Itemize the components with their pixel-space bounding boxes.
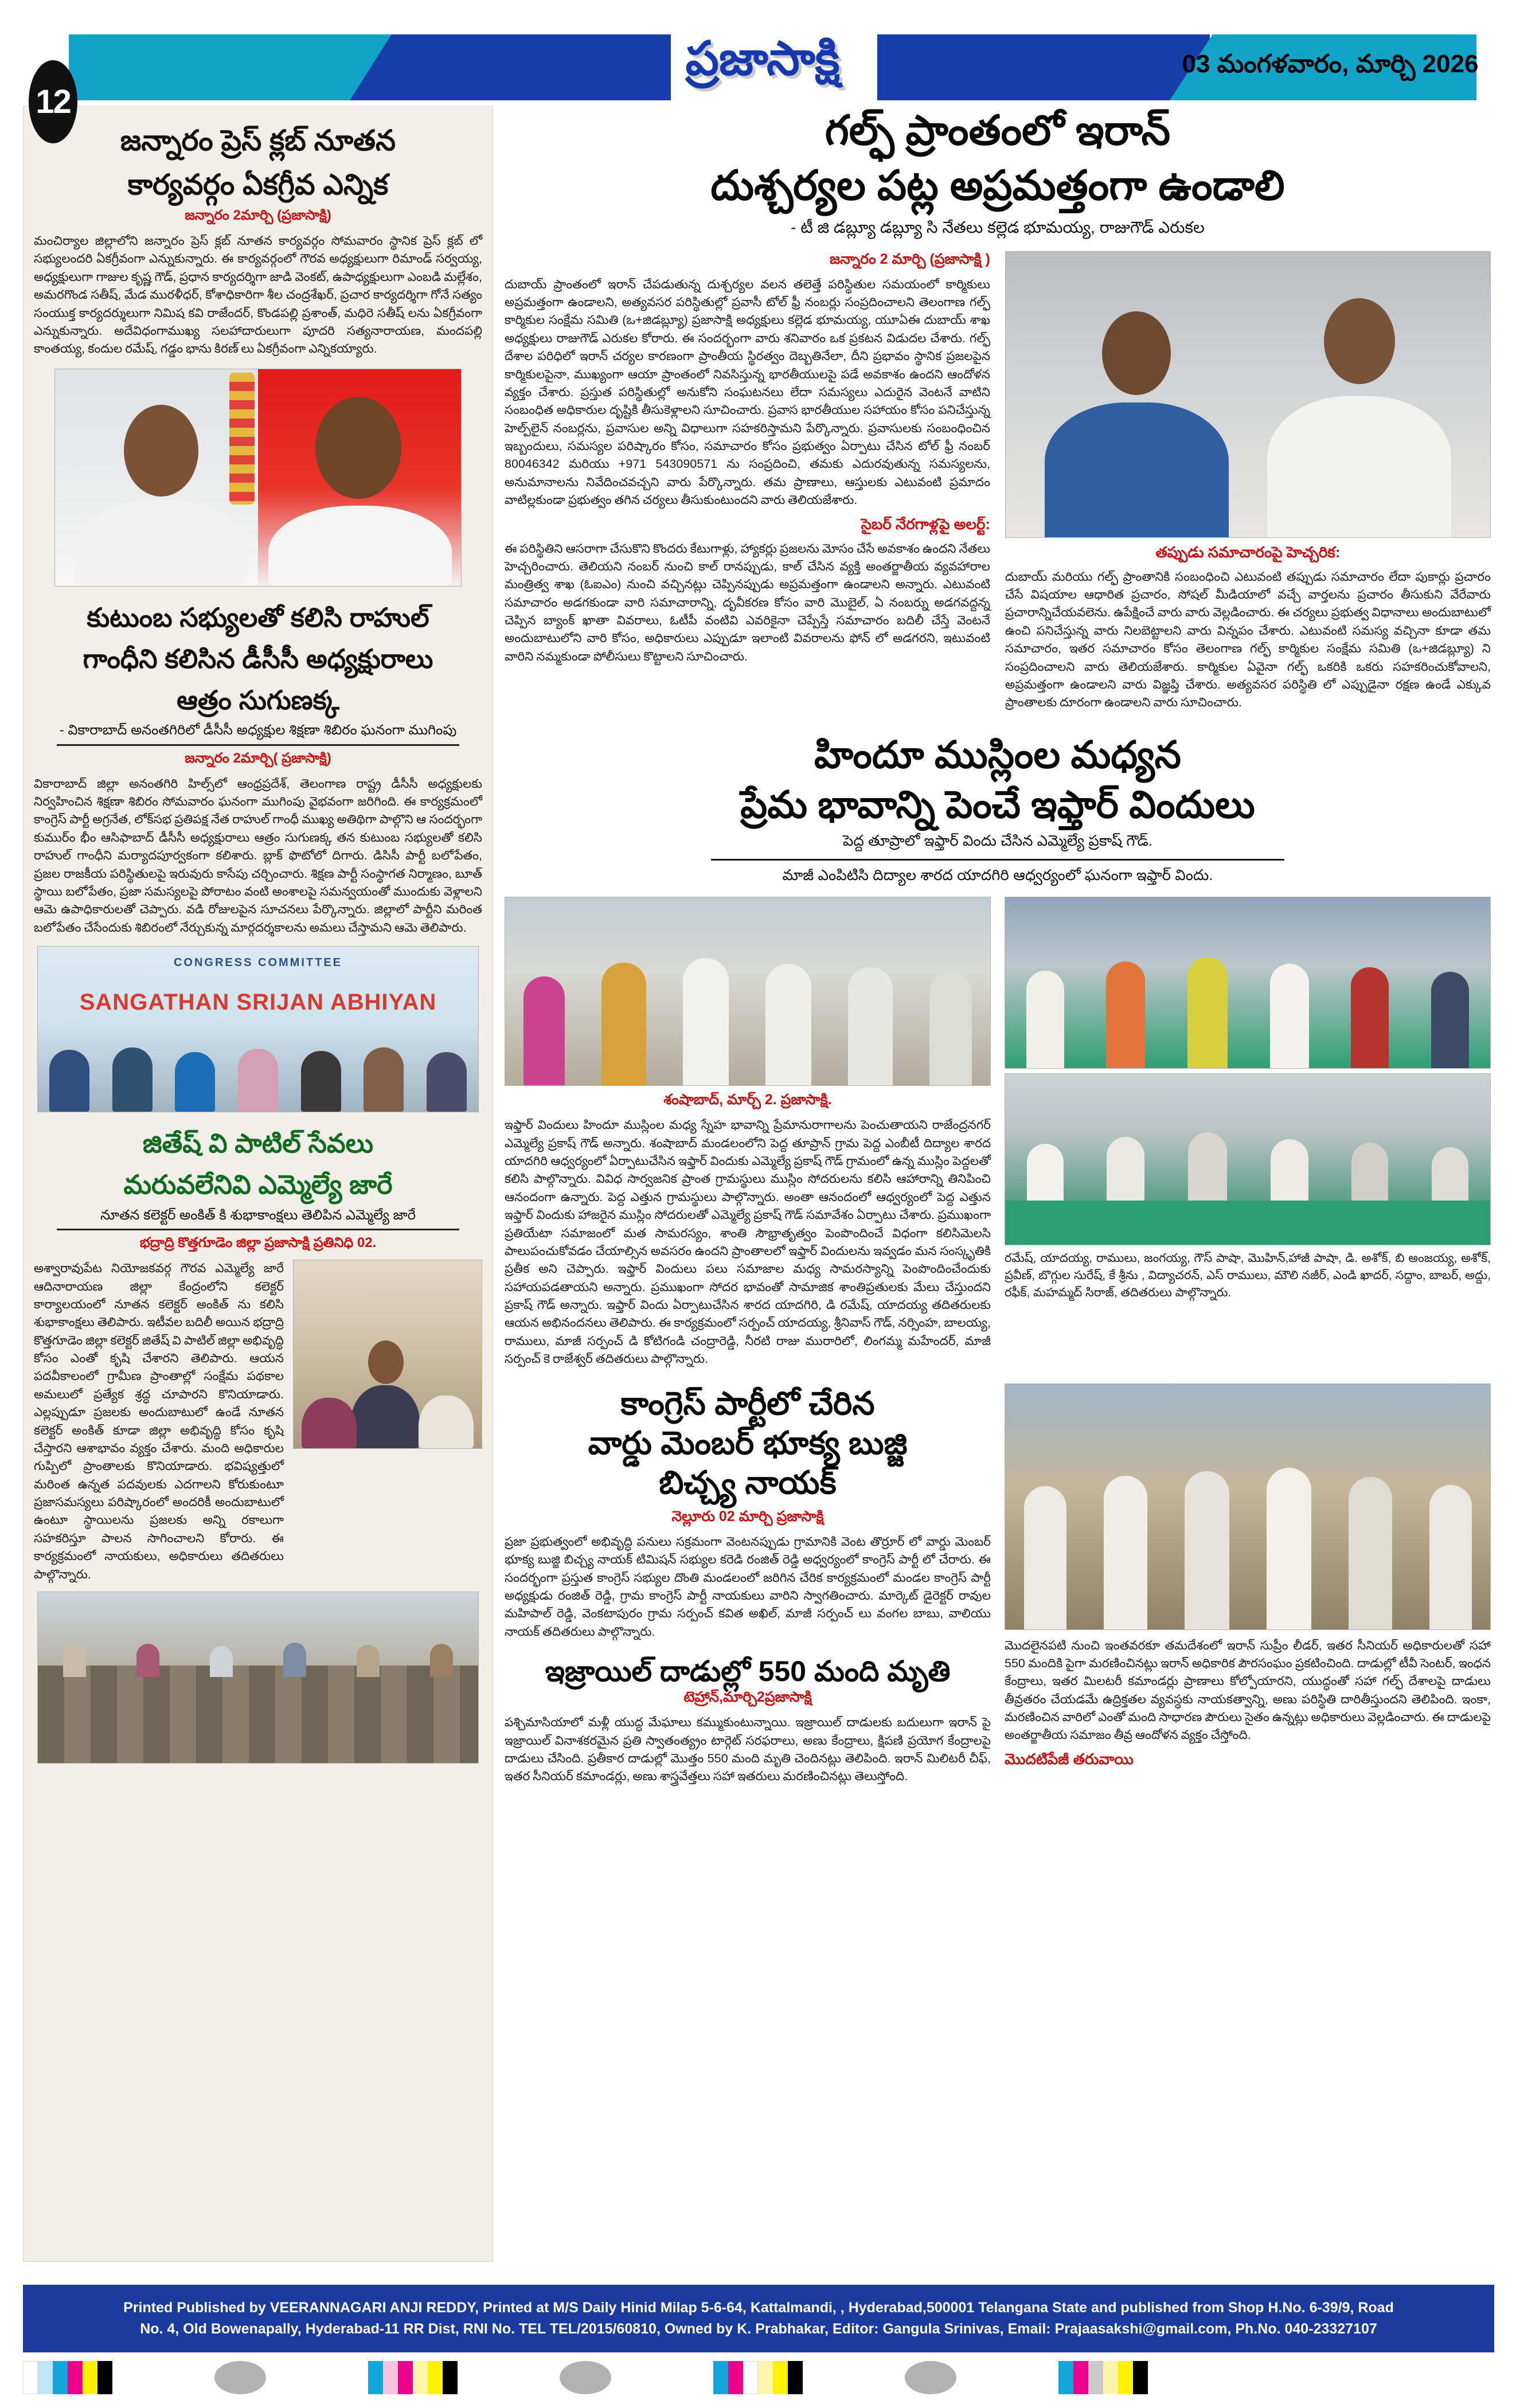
lead-headline-line1: గల్ఫ్ ప్రాంతంలో ఇరాన్ [825, 108, 1171, 154]
left-photo-sangathan-banner [37, 946, 479, 1112]
left-article2-body: వికారాబాద్ జిల్లా అనంతగిరి హిల్స్‌లో ఆంధ్రప్రదేశ్, తెలంగాణ రాష్ట్ర డీసీసీ అధ్యక్షులకు నిర్వహించిన శిక్షణా శిబిరం సోమవారం ఘనంగా ముగింపు వైభవంగా జరిగింది. ఈ కార్యక్రమంలో కాంగ్రెస్ పార్టీ అగ్రనేత, లోక్‌సభ ప్రతిపక్ష నేత రాహుల్ గాంధీ ముఖ్య అతిథిగా పాల్గొని ఆ సందర్భంగా కుముర్ం భీం ఆసిఫాబాద్ డీసీసీ అధ్యక్షురాలు ఆత్రం సుగుణక్క తన కుటుంబ సభ్యులతో కలిసి రాహుల్ గాంధీని మర్యాదపూర్వకంగా కలిశారు. బ్లాక్ ఫొటోలో దిగారు. డిసిసీ పార్టీ బలోపేతం, ప్రజల రాజకీయ పరిస్థితులపై ఇరువురు కాసేపు చర్చించారు. శిక్షణ పార్టీ సంస్థాగత నిర్మాణం, బూత్ స్థాయి బలోపేతం, ప్రజా సమస్యలపై పోరాటం వంటి అంశాలపై సమన్వయంతో ముందుకు వెళ్లాలని ఆమె ఉపాధికారులతో చెప్పారు. వడి రోజులపైన సూచనలు పేర్కొన్నారు. జిల్లాలో పార్టీని మరింత బలోపేతం చేసేందుకు శిబిరంలో నేర్చుకున్న మార్గదర్శకాలను అమలు చేస్తామని ఆమె తెలిపారు. [34, 776, 482, 935]
masthead [0, 33, 1516, 120]
page-number-badge: 12 [29, 60, 77, 143]
congress-headline-line2: వార్డు మెంబర్ భూక్య బుజ్జి [588, 1425, 908, 1461]
photo-iftar-group-1 [1005, 897, 1491, 1069]
left-article1-body: మంచిర్యాల జిల్లాలోని జన్నారం ప్రెస్ క్లబ్ నూతన కార్యవర్గం సోమవారం స్థానిక ప్రెస్ క్లబ్ లో సభ్యులందరి ఏకగ్రీవంగా ఎన్నుకున్నారు. ఈ కార్యవర్గంలో గౌరవ అధ్యక్షులుగా రిమాండ్ సర్వయ్య, అధ్యక్షులుగా గాజుల కృష్ణ గౌడ్, ప్రధాన కార్యదర్శిగా జాడి వెంకట్, ఉపాధ్యక్షులుగా ఎంబడి మల్లేశం, అమరగొండ సతీష్, మేడ మురళీధర్, కోశాధికారిగా శీల చంద్రశేఖర్, ప్రచార కార్యదర్శిగా గోనే సత్యం సంయుక్త కార్యదర్శులుగా నిమిష కవి రాజేందర్, కొండపల్లి ప్రశాంత్, మధిరె సతీష్ లను ఏకగ్రీవంగా ఎన్నుకున్నారు. అదేవిధంగాముఖ్య సలహాదారులుగా పూదరి సత్యనారాయణ, మందపల్లి కాంతయ్య, కందుల రమేష్, గడ్డం భాను కిరణ్ లు ఏకగ్రీవంగా ఎన్నికయ్యారు. [34, 234, 482, 356]
israel-dateline: టెహ్రాన్,మార్చి2ప్రజాసాక్షి [683, 1689, 812, 1706]
misinformation-body: దుబాయ్ మరియు గల్ఫ్ ప్రాంతానికి సంబంధించి ఎటువంటి తప్పుడు సమాచారం లేదా పుకార్లు ప్రచారం చేసే విషయాల ఆధారిత ప్రచారం, సోషల్ మీడియాలో వచ్చే వార్తలను ప్రచారం తీసుకుని వేరేవారు ప్రచారాన్నిచేయవలెను. ఉపేక్షించే వారు వారు వెల్లడించారు. ఈ చర్యలు ప్రభుత్వ విధానాలు అందుబాటులో ఉంచి పనిచేస్తున్న వారు నిలబెట్టాలని వారు విన్నపం చేశారు. ఎటువంటి సమస్య వచ్చినా కూడా తమ సమాచారం, ఇతర సమాచారం కోసం తెలంగాణ గల్ఫ్ కార్మికుల సంక్షేమ సమితి (ఒ+జిడబ్ల్యూ) ని సంప్రదించాలని వారు తెలియజేశారు. కార్మికుల ఏవైనా గల్ఫ్ ఒకరికి ఒకరు సహకరించుకోవాలని, అప్రమత్తంగా ఉండాలని వారు విజ్ఞప్తి చేశారు. అత్యవసర పరిస్థితి లో ఎప్పుడైనా రక్షణ ఉండే ఎక్కువ ప్రాంతాలకు దూరంగా ఉండాలని వారు సూచించారు. [1005, 569, 1491, 710]
subhead-misinformation-warning: తప్పుడు సమాచారంపై హెచ్చరిక: [1155, 543, 1341, 561]
masthead-date: 03 మంగళవారం, మార్చి 2026 [1182, 50, 1479, 78]
congress-headline-line1: కాంగ్రెస్ పార్టీలో చేరిన [620, 1385, 875, 1421]
banner-headline-text: SANGATHAN SRIJAN ABHIYAN [79, 989, 437, 1015]
left-photo-collector-office [293, 1260, 482, 1449]
left-article1-dateline: జన్నారం 2మార్చి (ప్రజాసాక్షి) [185, 208, 331, 223]
left-photo-portrait-pair [54, 369, 462, 587]
left-article2-headline-line1: కుటుంబ సభ్యులతో కలిసి రాహుల్ [87, 602, 429, 632]
continued-from-page1-label: మొదటిపేజీ తరువాయి [1005, 1750, 1134, 1768]
iftar-dateline: శంషాబాద్, మార్చ్ 2. ప్రజాసాక్షి. [663, 1092, 832, 1108]
photo-congress-joining [1005, 1383, 1491, 1630]
left-article2-headline-line3: ఆత్రం సుగుణక్క [177, 685, 339, 715]
iftar-subtitle-1: పెద్ద తూప్రాలో ఇఫ్తార్ విందు చేసిన ఎమ్మెల్యే ప్రకాష్ గౌడ్. [842, 832, 1153, 850]
iftar-group-caption: రమేష్, యాదయ్య, రాములు, జంగయ్య, గౌస్ పాషా, మొహిన్,హాజీ పాషా, డి. అశోక్, బి అంజయ్య, అశోక్, ప్రవీణ్, బొగ్గుల సురేష్, కే శ్రీను , విద్యాచరన్, ఎస్ రాములు, మౌలి నజీర్, ఎండి ఖాదర్, సద్దాం, బాబర్, అద్దు, రఫీక్, మహమ్మద్ సిరాజ్, తదితరులు పాల్గొన్నారు. [1005, 1252, 1491, 1299]
left-article3-body: అశ్వారావుపేట నియోజకవర్గ గౌరవ ఎమ్మెల్యే జారే ఆదినారాయణ జిల్లా కేంద్రంలోని కలెక్టర్ కార్యాలయంలో నూతన కలెక్టర్ అంకిత్ ను కలిసి శుభాకాంక్షలు తెలిపారు. ఇటీవల బదిలీ అయిన భద్రాద్రి కొత్తగూడెం జిల్లా కలెక్టర్ జితేష్ వి పాటిల్ జిల్లా అభివృద్ధి కోసం ఎంతో కృషి చేశారని తెలిపారు. ఆయన పదవీకాలంలో గ్రామీణ ప్రాంతాల్లో సంక్షేమ పథకాల అమలులో ప్రత్యేక శ్రద్ధ చూపారని కొనియాడారు. ఎల్లప్పుడూ ప్రజలకు అందుబాటులో ఉండే నూతన కలెక్టర్ అంకిత్ కూడా జిల్లా అభివృద్ధి కోసం కృషి చేస్తారని ఆశాభావం వ్యక్తం చేశారు. మంది అధికారుల గుప్పిలో ప్రాంతాలకు కొనియాడారు. భవిష్యత్తులో మరింత ఉన్నత పదవులకు ఎదగాలని కోరుకుంటూ ప్రజాసమస్యలు పరిష్కారంలో అందరికీ అందుబాటులో ఉంటూ స్థాయిలను ప్రజలకు అన్ని రకాలుగా సహకరిస్తూ పాలన సాగించాలని కోరారు. ఈ కార్యక్రమంలో నాయకులు, అధికారులు తదితరులు పాల్గొన్నారు. [34, 1261, 284, 1581]
lead-body-column1: దుబాయ్ ప్రాంతంలో ఇరాన్ చేపడుతున్న దుశ్చర్యల వలన తలెత్తే పరిస్థితుల సమయంలో కార్మికులు అప్రమత్తంగా ఉండాలని, అత్యవసర పరిస్థితుల్లో ప్రవాసీ టోల్ ఫ్రీ నంబర్లు సంప్రదించాలని తెలంగాణ గల్ఫ్ కార్మికుల సంక్షేమ సమితి (ఒ+జిడబ్ల్యూ) ప్రజాసాక్షి అధ్యక్షులు కల్లెడ భూమయ్య, యూఏఈ దుబాయ్ శాఖ అధ్యక్షులు రాజుగౌడ్ ఎరుకల కోరారు. ఈ సందర్భంగా వారు శనివారం ఒక ప్రకటన విడుదల చేశారు. గల్ఫ్ దేశాల పరిధిలో ఇరాన్ చర్యల కారణంగా ప్రాంతీయ స్థిరత్వం దెబ్బతినేలా, దీని ప్రభావం స్థానిక ప్రజలపైన కార్మికులపైనా, ముఖ్యంగా ఆయా ప్రాంతంలో నివసిస్తున్న భారతీయులపై పడే అవకాశం ఉందని ఆందోళన వ్యక్తం చేశారు. ప్రస్తుత పరిస్థితుల్లో అనుకోని సంఘటనలు లేదా సమస్యలు ఎదురైన వెంటనే వాటిని సంబంధిత అధికారుల దృష్టికి తీసుకెళ్లాలని సూచించారు. ప్రవాస భారతీయుల సహాయం కోసం పనిచేస్తున్న హెల్ప్‌లైన్ నంబర్లను, ప్రవాసుల అన్ని విధాలుగా సహకరిస్తామని పేర్కొన్నారు. ప్రవాసులకు సంబంధించిన ఇబ్బందులు, సమస్యల పరిష్కారం కోసం, సమాచారం కోసం ప్రభుత్వం ఏర్పాటు చేసిన టోల్ ఫ్రీ నంబర్ 80046342 మరియు +971 543090571 ను సంప్రదించి, తమకు ఎదురవుతున్న సమస్యలను, అనుమానాలను నివేదించవచ్చని వారు పేర్కొన్నారు. తమ ప్రాణాలు, ఆస్తులకు ఎటువంటి ప్రమాదం వాటిల్లకుండా ప్రభుత్వం తగిన చర్యలు తీసుకుంటుందని వారు తెలియజేశారు. [505, 277, 990, 507]
subhead-cyber-alert: సైబర్ నేరగాళ్లపై అలర్ట్: [861, 515, 990, 533]
registration-oval [560, 2361, 611, 2394]
color-bar-group [713, 2361, 803, 2394]
israel-headline: ఇజ్రాయిల్ దాడుల్లో 550 మంది మృతి [545, 1655, 951, 1688]
iftar-rule [711, 859, 1284, 861]
masthead-bar-right-blue [877, 34, 1210, 100]
lead-subtitle: - టీ జి డబ్ల్యూ డబ్ల్యూ సి నేతలు కల్లెడ భూమయ్య, రాజుగౌడ్ ఎరుకల [791, 218, 1205, 236]
photo-tgwwc-leaders [1005, 251, 1491, 538]
congress-body: ప్రజా ప్రభుత్వంలో అభివృద్ధి పనులు సక్రమంగా వెంటనప్పుడు గ్రామానికి వెంట తొర్రూర్ లో వార్డు మెంబర్ భూక్య బుజ్జి బిచ్చ్య నాయక్ టిమిషన్ సభ్యుల కరెడి రంజిత్ రెడ్డి అధ్వర్యంలో కాంగ్రెస్ పార్టీ లో చేరారు. ఈ సందర్భంగా ప్రస్తుత కాంగ్రెస్ సభ్యుల దొంతి మండలంలో జరిగిన చేరిక కార్యక్రమంలో మండల కాంగ్రెస్ పార్టీ అధ్యక్షుడు రంజిత్ రెడ్డి, గ్రామ కాంగ్రెస్ పార్టీ నాయకులు వారిని స్వాగతించారు. మార్కెట్ డైరెక్టర్ రావుల మహిపాల్ రెడ్డి, వెంకటాపురం గ్రామ సర్పంచ్ కవిత అఖిల్, మాజీ సర్పంచ్ లు వంగల బాబు, వాలియు నాయక్ తదితరులు పాల్గొన్నారు. [505, 1534, 991, 1639]
left-article3-headline-line2: మరువలేనివి ఎమ్మెల్యే జారే [123, 1170, 393, 1199]
left-article2-headline-line2: గాంధీని కలిసిన డీసీసీ అధ్యక్షురాలు [83, 643, 433, 674]
congress-dateline: నెల్లూరు 02 మార్చి ప్రజాసాక్షి [671, 1508, 824, 1524]
photo-iftar-group-2 [1005, 1073, 1491, 1245]
iftar-headline-line2: ప్రేమ భావాన్ని పెంచే ఇఫ్తార్ విందులు [740, 783, 1255, 826]
left-article1-headline-line1: జన్నారం ప్రెస్ క్లబ్ నూతన [120, 124, 396, 157]
left-article1-headline-line2: కార్యవర్గం ఏకగ్రీవ ఎన్నిక [127, 169, 389, 201]
banner-top-text: CONGRESS COMMITTEE [173, 956, 342, 970]
congress-headline-line3: బిచ్చ్య నాయక్ [659, 1464, 837, 1501]
iftar-body: ఇఫ్తార్ విందులు హిందూ ముస్లింల మధ్య స్నేహ భావాన్ని ప్రేమానురాగాలను పెంచుతాయని రాజేంద్రనగర్ ఎమ్మెల్యే ప్రకాష్ గౌడ్ అన్నారు. శంషాబాద్ మండలంలోని పెద్ద తూప్రాన్ గ్రామ పెద్ద ఎంబీటీ దిద్యాల శారద యాదగిరి ఆధ్వర్యంలో ఏర్పాటుచేసిన ఇఫ్తార్ విందుకు ఎమ్మెల్యే ప్రకాష్ గౌడ్ గ్రామంలో ఉన్న ముస్లిం పెద్దలతో కలిసి పాల్గొన్నారు. వివిధ సార్వజనిక ప్రాంత గ్రామస్థులు ముస్లిం సోదరులను కలిసి ఆహారాన్ని తినిపించి ఆనందంగా ఉన్నారు. పెద్ద ఎత్తున గ్రామస్థులు పాల్గొన్నారు. అంతా ఆనందంలో ఆధ్వర్యంలో పెద్ద ఎత్తున ఇఫ్తార్ విందుకు హాజరైన ముస్లిం సోదరులతో ఎమ్మెల్యే ప్రకాష్ గౌడ్ సమావేశం ఏర్పాటు చేశారు. ప్రముఖంగా ప్రతియేటా సమాజంలో మత సామరస్యం, శాంతి సౌభ్రాతృత్వం పెంపొందించే విధంగా కలిసిమెలసి పాలుపంచుకోవడం చేయాల్సిన అవసరం ఉందని ప్రాంతాలలో ఇఫ్తార్ విందులను ఇవ్వడం మన సంస్కృతికి ప్రతీక అని చెప్పారు. ఇఫ్తార్ విందులు పలు సమాజాల మధ్య సామరస్యాన్ని పెంపొందించేందుకు సహాయపడతాయని అన్నారు. ప్రముఖంగా సోదర భావంతో సామాజిక శాంతిప్రతులకు మేలు చేస్తుందని ప్రకాష్ గౌడ్ అన్నారు. ఇఫ్తార్ విందు ఏర్పాటుచేసిన శారద యాదగిరి, డి రమేష్, యాదయ్య తదితరులకు ఆయన అభినందనలు తెలిపారు. ఈ కార్యక్రమంలో సర్పంచ్ యాదయ్య, శ్రీనివాస్ గౌడ్, నర్సింహ, బాలయ్య, రాములు, మాజీ సర్పంచ్ డి కోటిగండి చంద్రారెడ్డి, నీరటి రాజు మురారిలో, లింగమ్మ మహేందర్, మాజీ సర్పంచ్ కె రాజేశ్వర్ తదితరులు పాల్గొన్నారు. [505, 1118, 991, 1366]
left-article3-rule [57, 1229, 459, 1230]
footer-imprint [23, 2285, 1494, 2352]
masthead-bar-left-blue [350, 34, 671, 100]
footer-line-1: Printed Published by VEERANNAGARI ANJI REDDY, Printed at M/S Daily Hinid Milap 5-6-64, Kattalmandi, , Hyderabad,500001 Telangana State and published from Shop H.No. 6-39/9, Road [123, 2299, 1394, 2316]
left-article2-subtitle: - వికారాబాద్ అనంతగిరిలో డీసీసీ అధ్యక్షుల శిక్షణా శిబిరం ఘనంగా ముగింపు [59, 722, 457, 738]
congress-continued-body: మొదలైనపటి నుంచి ఇంతవరకూ తమదేశంలో ఇరాన్ సుప్రీం లీడర్, ఇతర సీనియర్ అధికారులతో సహా 550 మందికి పైగా మరణించినట్లు ఇరాన్ అధికారిక పౌరసంఘం ప్రకటించింది. దాడుల్లో టీవీ సెంటర్, ఇంధన కేంద్రాలు, ఇతర మిలటరీ కమాండర్లు ప్రాణాలు కోల్పోయారని, యుద్ధంతో సహా గల్ఫ్ దేశాలపై దాడులు తీవ్రతరం చేయడమే ఉద్రిక్తతల వ్యవస్థకు నాయకత్వాన్ని, అణు పరిస్థితి దారితీస్తుందని తెలిపింది. ఇంకా, మరణించిన వారిలో ఎంతో మంది సాధారణ పౌరులు సైతం ఉన్నట్లు అధికారులు వెల్లడించారు. ఈ దాడులపై అంతర్జాతీయ సమాజం తీవ్ర ఆందోళన వ్యక్తం చేస్తోంది. [1005, 1638, 1491, 1742]
left-column [23, 106, 493, 2262]
lead-headline-line2: దుశ్చర్యల పట్ల అప్రమత్తంగా ఉండాలి [710, 162, 1285, 209]
color-bar-group [23, 2361, 112, 2394]
masthead-title: ప్రజాసాక్షి [685, 33, 840, 85]
left-article2-dateline: జన్నారం 2మార్చి( ప్రజాసాక్షి) [185, 750, 331, 766]
cyber-alert-body: ఈ పరిస్థితిని ఆసరాగా చేసుకొని కొందరు కేటుగాళ్లు, హ్యాకర్లు ప్రజలను మోసం చేసే అవకాశం ఉందని నేతలు హెచ్చరించారు. తెలియని నంబర్ నుంచి కాల్ రానప్పుడు, కాల్ చేసిన వ్యక్తి అంతర్జాతీయ వ్యవహారాల మంత్రిత్వ శాఖ (ఓఐఎం) నుంచి వచ్చినట్లు చెప్పినప్పుడు అప్రమత్తంగా ఉండాలని అన్నారు. ఎటువంటి సమాచారం అడగకుండా వారి సమాచారాన్ని, దృవీకరణ కోసం వారి మొబైల్, ఏ నంబర్ను అడగవద్దన్న చెప్పిన బ్యాంక్ ఖాతా వివరాలు, ఓటీపీ వంటివి ఎవరికైనా చెప్పేస్తే సమాచారం బదిలీ చేస్తే వెంటనే అందుబాటులోని వారి కోసం, అధికారులు ఎప్పుడూ ఇలాంటి వివరాలను ఫోన్ లో అడగరని, ఇటువంటి వారిని నమ్మకుండా పోలీసులు కొట్టాలని సూచించారు. [505, 541, 990, 663]
lead-dateline: జన్నారం 2 మార్చి (ప్రజాసాక్షి ) [829, 251, 990, 267]
left-article3-subtitle: నూతన కలెక్టర్ అంకిత్ కి శుభాకాంక్షలు తెలిపిన ఎమ్మెల్యే జారే [100, 1207, 416, 1223]
color-bar-group [368, 2361, 458, 2394]
israel-body: పశ్చిమాసియాలో మళ్లీ యుద్ధ మేఘాలు కమ్ముకుంటున్నాయి. ఇజ్రాయిల్ దాడులకు బదులుగా ఇరాన్ పై ఇజ్రాయిల్ వినాశకరమైన ప్రతి స్వాతంత్య్రం టార్గెట్ సరఫరాలు, అణు కేంద్రాలు, క్షిపణి ప్రయోగ కేంద్రాలపై దాడులు చేసింది. ప్రతీకార దాడుల్లో మొత్తం 550 మంది మృతి చెందినట్లు తెలిపింది. ఇరాన్ మిలిటరీ చీఫ్, ఇతర సీనియర్ కమాండర్లు, అణు శాస్త్రవేత్తలు సహా ఇతరులు మరణించినట్లు తెలుస్తోంది. [505, 1715, 991, 1784]
footer-line-2: No. 4, Old Bowenapally, Hyderabad-11 RR Dist, RNI No. TEL TEL/2015/60810, Owned by K. Prabhakar, Editor: Gangula Srinivas, Email: Prajaasakshi@gmail.com, Ph.No. 040-23327107 [140, 2321, 1377, 2337]
photo-iftar-elders [505, 897, 991, 1086]
print-registration-color-bars [23, 2361, 1494, 2394]
left-article3-dateline: భద్రాద్రి కొత్తగూడెం జిల్లా ప్రజాసాక్షి ప్రతినిధి 02. [139, 1235, 377, 1251]
registration-oval [214, 2361, 266, 2394]
main-content [505, 106, 1491, 2262]
color-bar-group [1058, 2361, 1148, 2394]
registration-oval [905, 2361, 956, 2394]
left-article3-headline-line1: జితేష్ వి పాటిల్ సేవలు [142, 1128, 374, 1159]
iftar-headline-line1: హిందూ ముస్లింల మధ్యన [814, 733, 1182, 776]
left-photo-meeting-hall [37, 1592, 479, 1764]
iftar-subtitle-2: మాజీ ఎంపిటిసి దిద్యాల శారద యాదగిరి ఆధ్వర్యంలో ఘనంగా ఇఫ్తార్ విందు. [782, 866, 1213, 884]
left-article2-rule [57, 744, 459, 746]
